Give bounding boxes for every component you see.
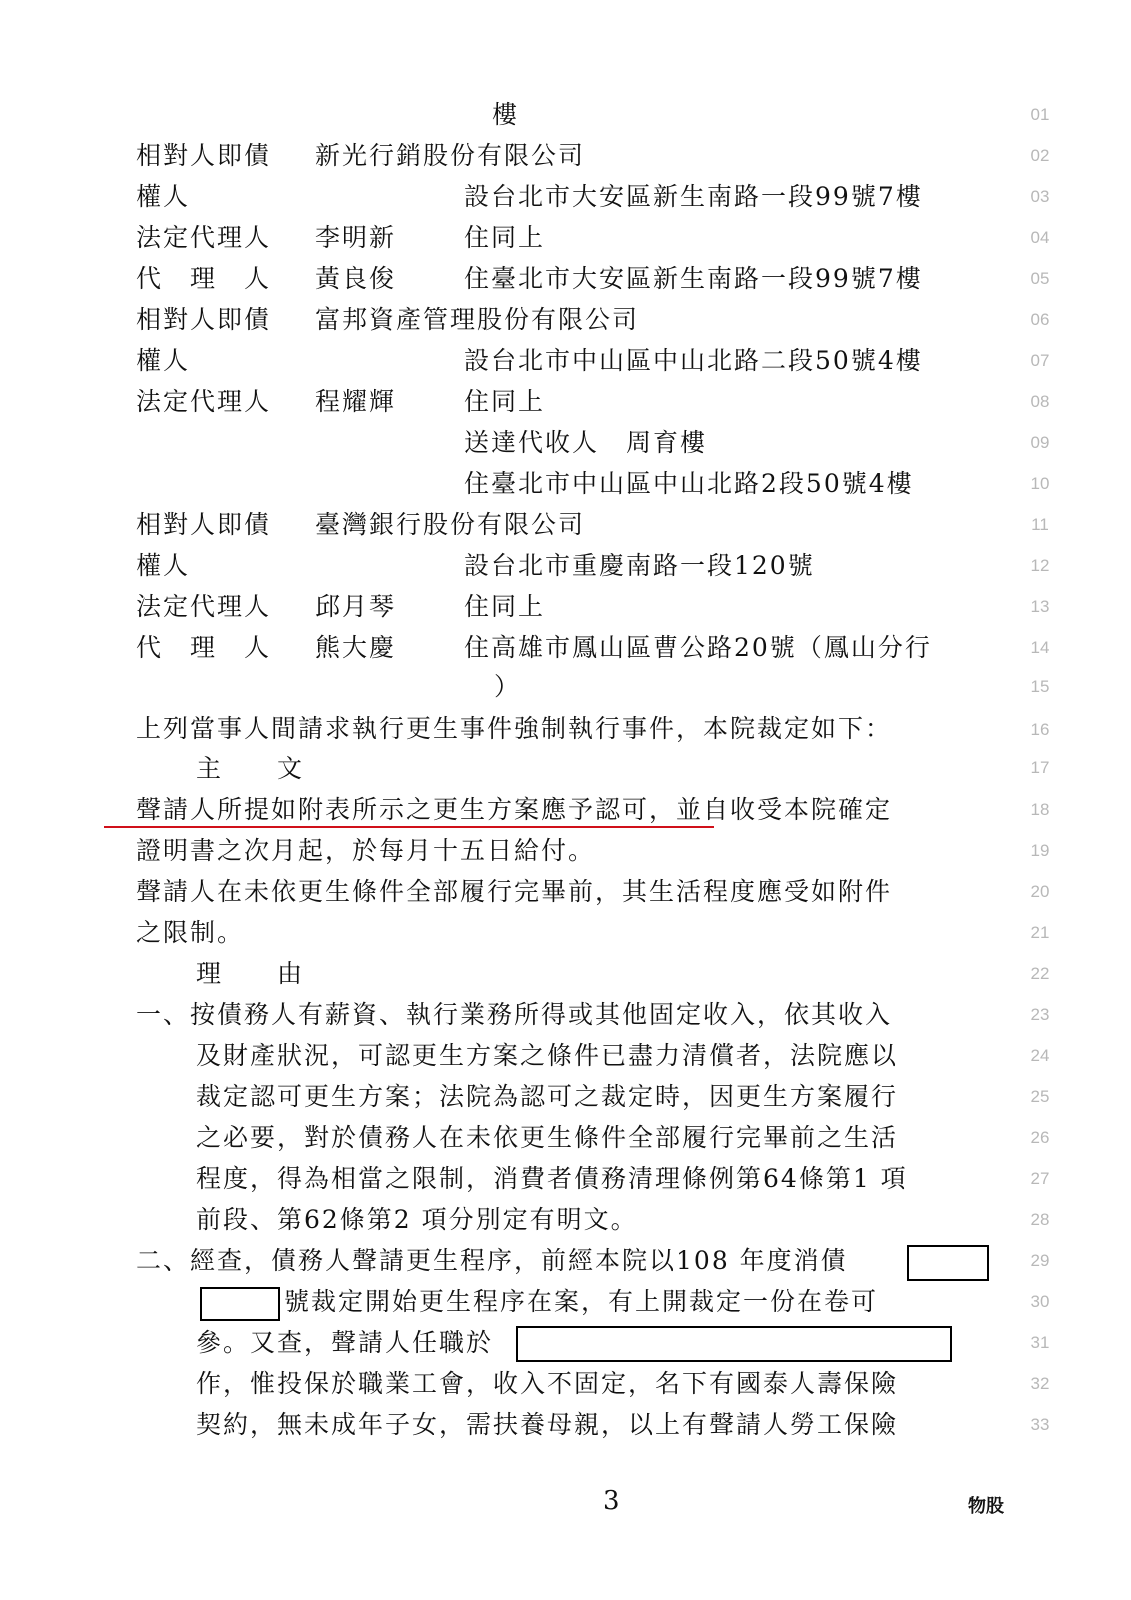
reason-heading: 理 由 [196,959,305,988]
agent-role: 代 理 人 [136,633,272,662]
line-number: 08 [1030,392,1050,411]
line-number: 06 [1030,310,1050,329]
line-number: 21 [1030,923,1050,942]
party-name: 富邦資產管理股份有限公司 [315,305,640,334]
reason-line: 契約，無未成年子女，需扶養母親，以上有聲請人勞工保險 [196,1410,899,1439]
main-text-cont: ，並自收受本院確定 [649,795,893,824]
line-number: 18 [1030,800,1050,819]
line-number: 09 [1030,433,1050,452]
address-continuation: 樓 [492,100,520,129]
party-role-cont: 權人 [136,346,191,375]
line-number: 20 [1030,882,1050,901]
line-number: 30 [1030,1292,1050,1311]
line-number: 03 [1030,187,1050,206]
reason-line: 二、經查，債務人聲請更生程序，前經本院以108 年度消債 [136,1246,848,1275]
line-number: 32 [1030,1374,1050,1393]
party-address: 設台北市大安區新生南路一段99號7樓 [464,182,923,211]
party-role-cont: 權人 [136,182,191,211]
line-number: 14 [1030,638,1050,657]
rep-name: 李明新 [315,223,397,252]
agent-name: 黃良俊 [315,264,397,293]
line-number: 33 [1030,1415,1050,1434]
rep-address: 住同上 [464,592,546,621]
line-number: 02 [1030,146,1050,165]
reason-line: 之必要，對於債務人在未依更生條件全部履行完畢前之生活 [196,1123,899,1152]
main-heading: 主 文 [196,754,305,783]
line-number: 01 [1030,105,1050,124]
rep-address: 住同上 [464,223,546,252]
line-number: 29 [1030,1251,1050,1270]
line-number: 28 [1030,1210,1050,1229]
rep-role: 法定代理人 [136,387,272,416]
reason-line: 一、按債務人有薪資、執行業務所得或其他固定收入，依其收入 [136,1000,893,1029]
main-text-line: 聲請人在未依更生條件全部履行完畢前，其生活程度應受如附件 [136,877,893,906]
reason-line: 程度，得為相當之限制，消費者債務清理條例第64條第1 項 [196,1164,908,1193]
red-underline [104,826,714,828]
party-role: 相對人即債 [136,510,272,539]
line-number: 04 [1030,228,1050,247]
redaction-box [907,1245,989,1281]
rep-role: 法定代理人 [136,592,272,621]
intro-text: 上列當事人間請求執行更生事件強制執行事件，本院裁定如下： [136,714,893,743]
line-number: 25 [1030,1087,1050,1106]
line-number: 15 [1030,677,1050,696]
main-text-line [136,795,892,825]
party-name: 臺灣銀行股份有限公司 [315,510,586,539]
approved-plan-text: 聲請人所提如附表所示之更生方案應予認可 [136,795,650,824]
reason-line: 號裁定開始更生程序在案，有上開裁定一份在卷可 [284,1287,879,1316]
main-text-line: 證明書之次月起，於每月十五日給付。 [136,836,596,865]
agent-role: 代 理 人 [136,264,272,293]
party-role: 相對人即債 [136,141,272,170]
line-number: 19 [1030,841,1050,860]
party-address: 設台北市重慶南路一段120號 [464,551,815,580]
party-role-cont: 權人 [136,551,191,580]
reason-line: 作，惟投保於職業工會，收入不固定，名下有國泰人壽保險 [196,1369,899,1398]
rep-name: 程耀輝 [315,387,397,416]
page-number: 3 [603,1486,620,1516]
line-number: 07 [1030,351,1050,370]
line-number: 17 [1030,758,1050,777]
agent-name: 熊大慶 [315,633,397,662]
service-agent: 送達代收人 周育樓 [464,428,708,457]
department-label: 物股 [968,1496,1004,1517]
reason-line: 及財產狀況，可認更生方案之條件已盡力清償者，法院應以 [196,1041,899,1070]
line-number: 11 [1031,515,1049,534]
service-address: 住臺北市中山區中山北路2段50號4樓 [464,469,914,498]
line-number: 16 [1030,720,1050,739]
rep-address: 住同上 [464,387,546,416]
line-number: 26 [1030,1128,1050,1147]
line-number: 31 [1030,1333,1050,1352]
rep-name: 邱月琴 [315,592,397,621]
line-number: 22 [1030,964,1050,983]
agent-address: 住高雄市鳳山區曹公路20號（鳳山分行 [464,633,932,662]
reason-line: 前段、第62條第2 項分別定有明文。 [196,1205,638,1234]
reason-line: 參。又查，聲請人任職於 [196,1328,494,1357]
redaction-box [516,1326,952,1362]
line-number: 10 [1030,474,1050,493]
party-role: 相對人即債 [136,305,272,334]
redaction-box [200,1287,280,1321]
rep-role: 法定代理人 [136,223,272,252]
party-name: 新光行銷股份有限公司 [315,141,586,170]
agent-address: 住臺北市大安區新生南路一段99號7樓 [464,264,923,293]
line-number: 27 [1030,1169,1050,1188]
agent-address-cont: ） [494,672,522,701]
main-text-line: 之限制。 [136,918,245,947]
line-number: 05 [1030,269,1050,288]
line-number: 23 [1030,1005,1050,1024]
line-number: 12 [1030,556,1050,575]
reason-line: 裁定認可更生方案；法院為認可之裁定時，因更生方案履行 [196,1082,899,1111]
party-address: 設台北市中山區中山北路二段50號4樓 [464,346,923,375]
line-number: 24 [1030,1046,1050,1065]
line-number: 13 [1030,597,1050,616]
